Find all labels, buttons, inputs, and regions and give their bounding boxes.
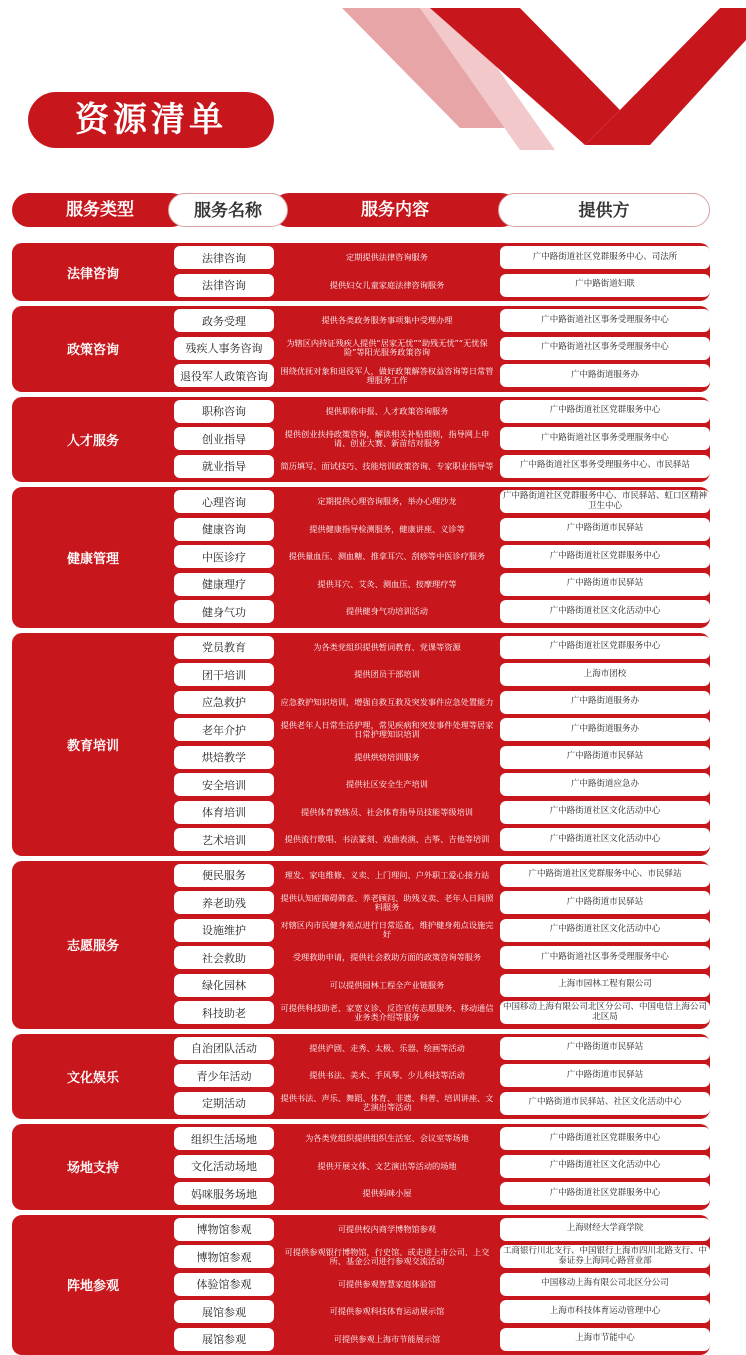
service-content-cell: 对辖区内市民健身苑点进行日常巡查，维护健身苑点设施完好 — [274, 919, 500, 942]
red-stripe-right — [585, 8, 746, 145]
provider-cell: 广中路街道服务办 — [500, 691, 710, 714]
service-name-cell: 便民服务 — [174, 864, 274, 887]
service-name-cell: 法律咨询 — [174, 274, 274, 297]
service-type-label: 政策咨询 — [12, 306, 174, 392]
table-row — [12, 1037, 710, 1060]
service-content-cell: 受理救助申请，提供社会救助方面的政策咨询等服务 — [274, 946, 500, 969]
header-service-name: 服务名称 — [168, 193, 288, 227]
service-content-cell: 提供社区安全生产培训 — [274, 773, 500, 796]
service-name-cell: 烘焙教学 — [174, 746, 274, 769]
provider-cell: 广中路街道市民驿站 — [500, 573, 710, 596]
service-content-cell: 提供体育教练员、社会体育指导员技能等级培训 — [274, 801, 500, 824]
service-content-cell: 理发、家电维修、义卖、上门理问、户外职工爱心接力站 — [274, 864, 500, 887]
header-provider: 提供方 — [498, 193, 710, 227]
service-group — [12, 397, 710, 483]
service-content-cell: 提供量血压、测血糖、推拿耳穴、刮痧等中医诊疗服务 — [274, 545, 500, 568]
table-row — [12, 545, 710, 568]
service-name-cell: 社会救助 — [174, 946, 274, 969]
service-type-label: 志愿服务 — [12, 861, 174, 1029]
provider-cell: 广中路街道社区党群服务中心 — [500, 1127, 710, 1150]
provider-cell: 广中路街道妇联 — [500, 274, 710, 297]
service-content-cell: 提供妇女儿童家庭法律咨询服务 — [274, 274, 500, 297]
table-row — [12, 891, 710, 914]
table-row — [12, 490, 710, 513]
service-type-label: 场地支持 — [12, 1124, 174, 1210]
service-type-label: 健康管理 — [12, 487, 174, 628]
table-row — [12, 400, 710, 423]
service-content-cell: 为各类党组织提供组织生活室、会议室等场地 — [274, 1127, 500, 1150]
provider-cell: 广中路街道市民驿站 — [500, 746, 710, 769]
table-row — [12, 518, 710, 541]
table-row — [12, 718, 710, 741]
service-name-cell: 艺术培训 — [174, 828, 274, 851]
service-content-cell: 提供开展文体、文艺演出等活动的场地 — [274, 1155, 500, 1178]
service-group — [12, 1215, 710, 1355]
provider-cell: 广中路街道社区文化活动中心 — [500, 801, 710, 824]
service-group — [12, 306, 710, 392]
service-name-cell: 退役军人政策咨询 — [174, 364, 274, 387]
provider-cell: 广中路街道社区党群服务中心 — [500, 545, 710, 568]
service-group — [12, 1034, 710, 1120]
service-content-cell: 提供耳穴、艾灸、测血压、按摩理疗等 — [274, 573, 500, 596]
service-content-cell: 可提供参观科技体育运动展示馆 — [274, 1300, 500, 1323]
service-name-cell: 应急救护 — [174, 691, 274, 714]
service-name-cell: 妈咪服务场地 — [174, 1182, 274, 1205]
table-row — [12, 974, 710, 997]
service-type-label: 人才服务 — [12, 397, 174, 483]
service-type-label: 阵地参观 — [12, 1215, 174, 1355]
provider-cell: 广中路街道社区事务受理服务中心 — [500, 946, 710, 969]
service-name-cell: 中医诊疗 — [174, 545, 274, 568]
service-content-cell: 为各类党组织提供暂词教育、党课等资源 — [274, 636, 500, 659]
service-name-cell: 健身气功 — [174, 600, 274, 623]
header-service-type: 服务类型 — [12, 193, 188, 227]
provider-cell: 广中路街道服务办 — [500, 718, 710, 741]
table-row — [12, 246, 710, 269]
service-content-cell: 提供老年人日常生活护理，常见疾病和突发事件处理等居家日常护理知识培训 — [274, 718, 500, 741]
provider-cell: 工商银行川北支行、中国银行上海市四川北路支行、中泰证券上海同心路营业部 — [500, 1245, 710, 1268]
service-name-cell: 文化活动场地 — [174, 1155, 274, 1178]
service-content-cell: 围绕优抚对象和退役军人，做好政策解答权益咨询等日常管理服务工作 — [274, 364, 500, 387]
provider-cell: 广中路街道社区事务受理服务中心、市民驿站 — [500, 455, 710, 478]
table-row — [12, 1218, 710, 1241]
service-content-cell: 提供健康指导检测服务，健康讲座、义诊等 — [274, 518, 500, 541]
service-group — [12, 633, 710, 856]
service-name-cell: 组织生活场地 — [174, 1127, 274, 1150]
service-content-cell: 提供团员干部培训 — [274, 663, 500, 686]
provider-cell: 广中路街道社区事务受理服务中心 — [500, 427, 710, 450]
service-name-cell: 养老助残 — [174, 891, 274, 914]
service-name-cell: 体育培训 — [174, 801, 274, 824]
table-row — [12, 455, 710, 478]
service-content-cell: 提供烘焙培训服务 — [274, 746, 500, 769]
provider-cell: 广中路街道应急办 — [500, 773, 710, 796]
provider-cell: 广中路街道社区党群服务中心、市民驿站 — [500, 864, 710, 887]
provider-cell: 上海市团校 — [500, 663, 710, 686]
service-group — [12, 1124, 710, 1210]
provider-cell: 广中路街道社区事务受理服务中心 — [500, 337, 710, 360]
table-row — [12, 1300, 710, 1323]
provider-cell: 广中路街道服务办 — [500, 364, 710, 387]
provider-cell: 广中路街道社区党群服务中心 — [500, 1182, 710, 1205]
provider-cell: 中国移动上海有限公司北区分公司 — [500, 1273, 710, 1296]
table-row — [12, 1064, 710, 1087]
table-row — [12, 946, 710, 969]
service-content-cell: 可提供参观银行博物馆，行史馆、或走进上市公司、上交所、基金公司进行参观交流活动 — [274, 1245, 500, 1268]
service-name-cell: 健康咨询 — [174, 518, 274, 541]
service-content-cell: 定期提供法律咨询服务 — [274, 246, 500, 269]
table-row — [12, 1155, 710, 1178]
provider-cell: 上海财经大学商学院 — [500, 1218, 710, 1241]
service-name-cell: 法律咨询 — [174, 246, 274, 269]
service-name-cell: 博物馆参观 — [174, 1218, 274, 1241]
table-row — [12, 773, 710, 796]
service-type-label: 教育培训 — [12, 633, 174, 856]
service-content-cell: 可提供参观上海市节能展示馆 — [274, 1328, 500, 1351]
provider-cell: 广中路街道市民驿站 — [500, 1064, 710, 1087]
provider-cell: 广中路街道社区事务受理服务中心 — [500, 309, 710, 332]
table-row — [12, 746, 710, 769]
table-row — [12, 691, 710, 714]
table-row — [12, 1328, 710, 1351]
service-name-cell: 青少年活动 — [174, 1064, 274, 1087]
service-name-cell: 创业指导 — [174, 427, 274, 450]
provider-cell: 广中路街道社区文化活动中心 — [500, 600, 710, 623]
provider-cell: 广中路街道社区党群服务中心 — [500, 636, 710, 659]
table-row — [12, 274, 710, 297]
service-name-cell: 政务受理 — [174, 309, 274, 332]
service-group — [12, 487, 710, 628]
service-name-cell: 职称咨询 — [174, 400, 274, 423]
service-group — [12, 861, 710, 1029]
service-content-cell: 简历填写、面试技巧、技能培训政策咨询、专家职业指导等 — [274, 455, 500, 478]
provider-cell: 上海市园林工程有限公司 — [500, 974, 710, 997]
service-name-cell: 心理咨询 — [174, 490, 274, 513]
service-name-cell: 健康理疗 — [174, 573, 274, 596]
table-row — [12, 1127, 710, 1150]
header-service-content: 服务内容 — [272, 193, 518, 227]
table-row — [12, 364, 710, 387]
service-content-cell: 可提供参观智慧家庭体验馆 — [274, 1273, 500, 1296]
service-name-cell: 展馆参观 — [174, 1300, 274, 1323]
service-name-cell: 科技助老 — [174, 1001, 274, 1024]
service-content-cell: 提供书法、声乐、舞蹈、体育、非遗、科普、培训讲座、文艺演出等活动 — [274, 1092, 500, 1115]
service-content-cell: 提供各类政务服务事项集中受理办理 — [274, 309, 500, 332]
service-content-cell: 提供妈咪小屋 — [274, 1182, 500, 1205]
table-row — [12, 309, 710, 332]
service-name-cell: 定期活动 — [174, 1092, 274, 1115]
table-row — [12, 828, 710, 851]
table-row — [12, 573, 710, 596]
table-row — [12, 427, 710, 450]
table-row — [12, 1001, 710, 1024]
service-type-label: 法律咨询 — [12, 243, 174, 301]
table-row — [12, 636, 710, 659]
service-name-cell: 党员教育 — [174, 636, 274, 659]
service-content-cell: 为辖区内持证残疾人提供“居家无忧”“助残无忧”“无忧保险”等阳光服务政策咨询 — [274, 337, 500, 360]
table-row — [12, 337, 710, 360]
service-content-cell: 提供流行歌唱、书法篆刻、戏曲表演、古筝、吉他等培训 — [274, 828, 500, 851]
service-name-cell: 就业指导 — [174, 455, 274, 478]
service-content-cell: 可提供科技助老、家宽义诊、反诈宣传志愿服务、移动通信业务类介绍等服务 — [274, 1001, 500, 1024]
service-name-cell: 安全培训 — [174, 773, 274, 796]
provider-cell: 广中路街道市民驿站 — [500, 1037, 710, 1060]
service-name-cell: 展馆参观 — [174, 1328, 274, 1351]
service-content-cell: 提供沪剧、走秀、太极、乐器、绘画等活动 — [274, 1037, 500, 1060]
provider-cell: 上海市科技体育运动管理中心 — [500, 1300, 710, 1323]
table-row — [12, 864, 710, 887]
service-name-cell: 体验馆参观 — [174, 1273, 274, 1296]
service-group — [12, 243, 710, 301]
provider-cell: 广中路街道市民驿站 — [500, 891, 710, 914]
service-type-label: 文化娱乐 — [12, 1034, 174, 1120]
service-name-cell: 设施维护 — [174, 919, 274, 942]
service-content-cell: 提供职称申报、人才政策咨询服务 — [274, 400, 500, 423]
service-name-cell: 自治团队活动 — [174, 1037, 274, 1060]
provider-cell: 上海市节能中心 — [500, 1328, 710, 1351]
service-content-cell: 提供健身气功培训活动 — [274, 600, 500, 623]
service-name-cell: 老年介护 — [174, 718, 274, 741]
provider-cell: 广中路街道社区党群服务中心、市民驿站、虹口区精神卫生中心 — [500, 490, 710, 513]
service-name-cell: 残疾人事务咨询 — [174, 337, 274, 360]
table-row — [12, 1092, 710, 1115]
provider-cell: 广中路街道市民驿站、社区文化活动中心 — [500, 1092, 710, 1115]
table-row — [12, 1182, 710, 1205]
provider-cell: 中国移动上海有限公司北区分公司、中国电信上海公司北区局 — [500, 1001, 710, 1024]
table-row — [12, 919, 710, 942]
service-content-cell: 定期提供心理咨询服务，举办心理沙龙 — [274, 490, 500, 513]
service-content-cell: 提供书法、美术、手风琴、少儿科技等活动 — [274, 1064, 500, 1087]
provider-cell: 广中路街道社区党群服务中心、司法所 — [500, 246, 710, 269]
service-name-cell: 团干培训 — [174, 663, 274, 686]
service-content-cell: 提供创业扶持政策咨询，解读相关补贴细则，指导网上申请、创业大赛、新苗结对服务 — [274, 427, 500, 450]
provider-cell: 广中路街道市民驿站 — [500, 518, 710, 541]
provider-cell: 广中路街道社区党群服务中心 — [500, 400, 710, 423]
service-name-cell: 博物馆参观 — [174, 1245, 274, 1268]
service-content-cell: 提供认知症障碍筛查、养老顾问、助残义卖、老年人日间照料服务 — [274, 891, 500, 914]
provider-cell: 广中路街道社区文化活动中心 — [500, 1155, 710, 1178]
table-row — [12, 1273, 710, 1296]
service-name-cell: 绿化园林 — [174, 974, 274, 997]
table-row — [12, 600, 710, 623]
table-row — [12, 663, 710, 686]
service-content-cell: 应急救护知识培训，增强自救互救及突发事件应急处置能力 — [274, 691, 500, 714]
service-content-cell: 可提供校内商学博物馆参观 — [274, 1218, 500, 1241]
table-row — [12, 1245, 710, 1268]
provider-cell: 广中路街道社区文化活动中心 — [500, 919, 710, 942]
service-content-cell: 可以提供园林工程全产业链服务 — [274, 974, 500, 997]
page-title: 资源清单 — [28, 92, 274, 148]
provider-cell: 广中路街道社区文化活动中心 — [500, 828, 710, 851]
table-row — [12, 801, 710, 824]
